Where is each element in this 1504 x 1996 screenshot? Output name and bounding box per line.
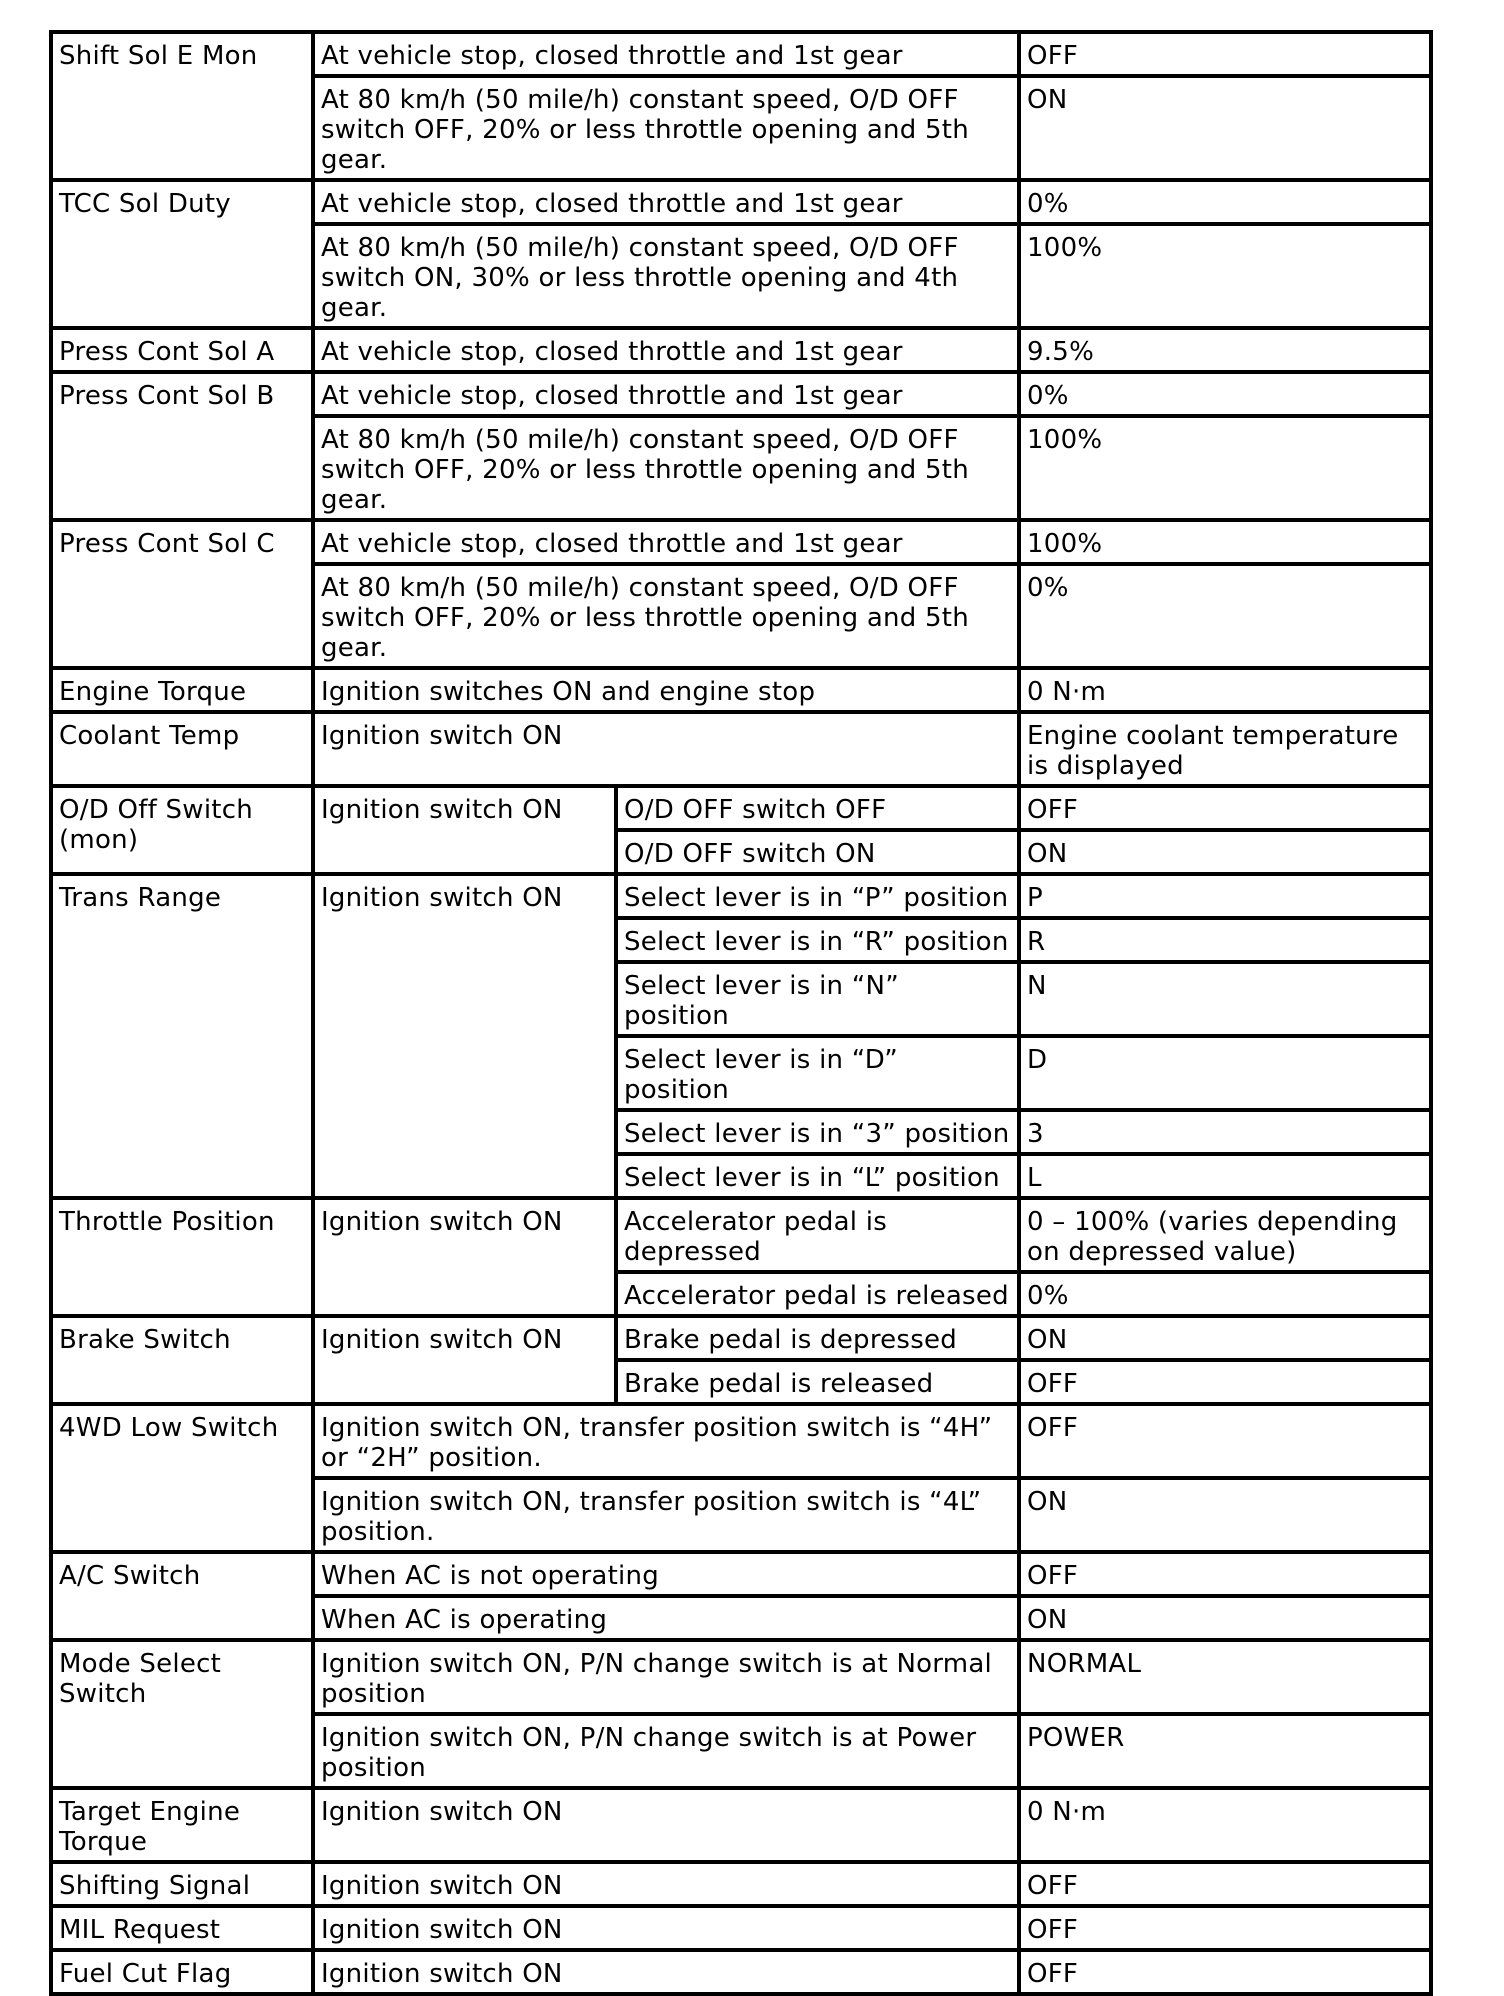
condition-cell: At vehicle stop, closed throttle and 1st gear (313, 180, 1019, 224)
condition-cell: At 80 km/h (50 mile/h) constant speed, O/D OFF switch OFF, 20% or less throttle opening and 5th gear. (313, 416, 1019, 520)
table-row (51, 1198, 1431, 1272)
subcondition-cell: O/D OFF switch ON (616, 830, 1019, 874)
spec-cell: NORMAL (1019, 1640, 1431, 1714)
condition-cell: Ignition switch ON (313, 1906, 1019, 1950)
condition-cell: Ignition switches ON and engine stop (313, 668, 1019, 712)
table-row (51, 786, 1431, 830)
table-row (51, 1640, 1431, 1714)
condition-cell: When AC is operating (313, 1596, 1019, 1640)
item-name-cell: TCC Sol Duty (51, 180, 313, 328)
condition-cell: At vehicle stop, closed throttle and 1st gear (313, 372, 1019, 416)
table-row (51, 1404, 1431, 1478)
spec-cell: D (1019, 1036, 1431, 1110)
table-row (51, 1906, 1431, 1950)
spec-cell: OFF (1019, 1404, 1431, 1478)
spec-cell: ON (1019, 1478, 1431, 1552)
condition-cell: Ignition switch ON (313, 712, 1019, 786)
item-name-cell: Press Cont Sol C (51, 520, 313, 668)
table-row (51, 712, 1431, 786)
table-row (51, 32, 1431, 76)
spec-cell: OFF (1019, 1906, 1431, 1950)
subcondition-cell: Brake pedal is depressed (616, 1316, 1019, 1360)
spec-cell: ON (1019, 76, 1431, 180)
condition-cell: At vehicle stop, closed throttle and 1st gear (313, 520, 1019, 564)
item-name-cell: A/C Switch (51, 1552, 313, 1640)
condition-cell: Ignition switch ON, P/N change switch is at Power position (313, 1714, 1019, 1788)
spec-cell: ON (1019, 1596, 1431, 1640)
condition-cell: Ignition switch ON, P/N change switch is at Normal position (313, 1640, 1019, 1714)
spec-cell: 0 N·m (1019, 668, 1431, 712)
table-row (51, 1788, 1431, 1862)
spec-table-body (51, 32, 1431, 1994)
subcondition-cell: Accelerator pedal is depressed (616, 1198, 1019, 1272)
spec-cell: 0% (1019, 564, 1431, 668)
item-name-cell: Press Cont Sol A (51, 328, 313, 372)
table-row (51, 1552, 1431, 1596)
subcondition-cell: Select lever is in “N” position (616, 962, 1019, 1036)
spec-cell: N (1019, 962, 1431, 1036)
item-name-cell: Shift Sol E Mon (51, 32, 313, 180)
spec-cell: OFF (1019, 1862, 1431, 1906)
subcondition-cell: Select lever is in “P” position (616, 874, 1019, 918)
item-name-cell: Shifting Signal (51, 1862, 313, 1906)
spec-cell: ON (1019, 830, 1431, 874)
condition-cell: Ignition switch ON (313, 1950, 1019, 1994)
item-name-cell: Fuel Cut Flag (51, 1950, 313, 1994)
spec-table (49, 30, 1433, 1996)
spec-cell: 0 N·m (1019, 1788, 1431, 1862)
item-name-cell: Target Engine Torque (51, 1788, 313, 1862)
spec-cell: 100% (1019, 224, 1431, 328)
subcondition-cell: Accelerator pedal is released (616, 1272, 1019, 1316)
table-row (51, 1862, 1431, 1906)
table-row (51, 180, 1431, 224)
spec-cell: POWER (1019, 1714, 1431, 1788)
spec-cell: OFF (1019, 32, 1431, 76)
condition-cell: At 80 km/h (50 mile/h) constant speed, O/D OFF switch OFF, 20% or less throttle opening and 5th gear. (313, 564, 1019, 668)
spec-cell: R (1019, 918, 1431, 962)
spec-cell: ON (1019, 1316, 1431, 1360)
table-row (51, 668, 1431, 712)
item-name-cell: O/D Off Switch (mon) (51, 786, 313, 874)
item-name-cell: Trans Range (51, 874, 313, 1198)
condition-cell: At vehicle stop, closed throttle and 1st gear (313, 328, 1019, 372)
subcondition-cell: Brake pedal is released (616, 1360, 1019, 1404)
spec-cell: 0% (1019, 180, 1431, 224)
condition-cell: Ignition switch ON (313, 874, 616, 1198)
spec-cell: 100% (1019, 520, 1431, 564)
table-row (51, 372, 1431, 416)
subcondition-cell: Select lever is in “D” position (616, 1036, 1019, 1110)
condition-cell: Ignition switch ON (313, 1788, 1019, 1862)
spec-cell: 9.5% (1019, 328, 1431, 372)
condition-cell: Ignition switch ON (313, 1316, 616, 1404)
condition-cell: At 80 km/h (50 mile/h) constant speed, O/D OFF switch OFF, 20% or less throttle opening and 5th gear. (313, 76, 1019, 180)
spec-cell: Engine coolant temperature is displayed (1019, 712, 1431, 786)
condition-cell: Ignition switch ON (313, 1862, 1019, 1906)
condition-cell: Ignition switch ON, transfer position switch is “4H” or “2H” position. (313, 1404, 1019, 1478)
table-row (51, 1316, 1431, 1360)
item-name-cell: Mode Select Switch (51, 1640, 313, 1788)
item-name-cell: Engine Torque (51, 668, 313, 712)
spec-cell: 0 – 100% (varies depending on depressed value) (1019, 1198, 1431, 1272)
subcondition-cell: Select lever is in “R” position (616, 918, 1019, 962)
spec-cell: L (1019, 1154, 1431, 1198)
spec-cell: OFF (1019, 1552, 1431, 1596)
item-name-cell: Throttle Position (51, 1198, 313, 1316)
subcondition-cell: O/D OFF switch OFF (616, 786, 1019, 830)
table-row (51, 874, 1431, 918)
condition-cell: Ignition switch ON (313, 786, 616, 874)
spec-cell: P (1019, 874, 1431, 918)
spec-cell: 0% (1019, 372, 1431, 416)
condition-cell: At 80 km/h (50 mile/h) constant speed, O/D OFF switch ON, 30% or less throttle opening and 4th gear. (313, 224, 1019, 328)
table-row (51, 520, 1431, 564)
item-name-cell: Brake Switch (51, 1316, 313, 1404)
spec-cell: 0% (1019, 1272, 1431, 1316)
spec-cell: 3 (1019, 1110, 1431, 1154)
condition-cell: Ignition switch ON (313, 1198, 616, 1316)
subcondition-cell: Select lever is in “3” position (616, 1110, 1019, 1154)
condition-cell: Ignition switch ON, transfer position switch is “4L” position. (313, 1478, 1019, 1552)
item-name-cell: Coolant Temp (51, 712, 313, 786)
table-row (51, 1950, 1431, 1994)
condition-cell: When AC is not operating (313, 1552, 1019, 1596)
spec-cell: OFF (1019, 786, 1431, 830)
condition-cell: At vehicle stop, closed throttle and 1st gear (313, 32, 1019, 76)
item-name-cell: MIL Request (51, 1906, 313, 1950)
spec-cell: OFF (1019, 1950, 1431, 1994)
spec-cell: OFF (1019, 1360, 1431, 1404)
table-row (51, 328, 1431, 372)
item-name-cell: 4WD Low Switch (51, 1404, 313, 1552)
spec-cell: 100% (1019, 416, 1431, 520)
subcondition-cell: Select lever is in “L” position (616, 1154, 1019, 1198)
item-name-cell: Press Cont Sol B (51, 372, 313, 520)
